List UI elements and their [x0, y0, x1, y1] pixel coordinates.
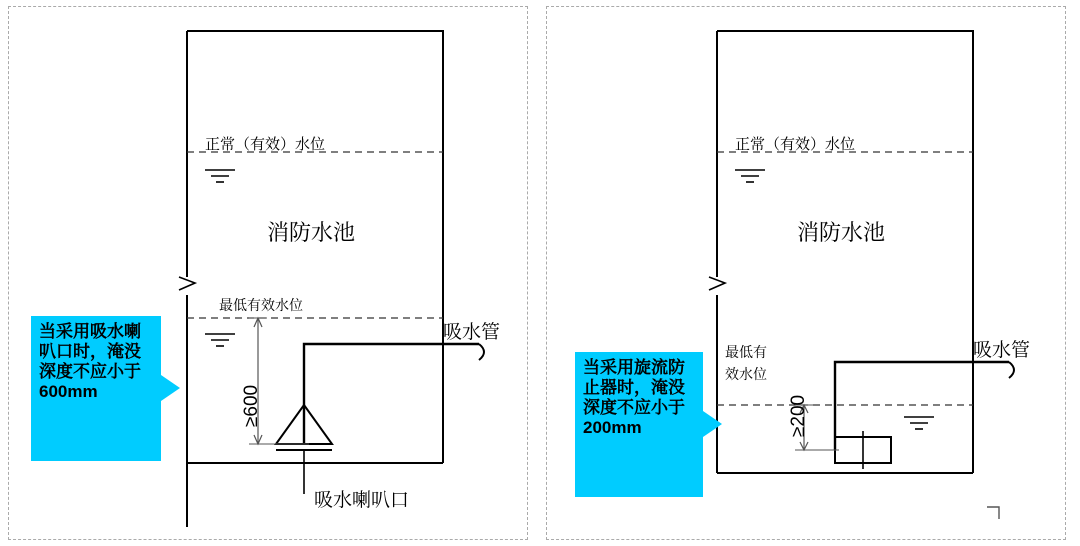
pool-top-right-wall: [187, 31, 443, 463]
right-callout-box: 当采用旋流防止器时，淹没深度不应小于200mm: [575, 352, 703, 497]
normal-water-level-symbol: [735, 170, 765, 182]
right-drawing: [547, 7, 1065, 539]
suction-pipe-end-curl: [1009, 362, 1014, 378]
left-pool-label: 消防水池: [267, 220, 356, 245]
wall-break-symbol: [709, 277, 725, 290]
panel-vortex-inhibitor: [546, 6, 1066, 540]
right-lowest-level-label-line1: 最低有: [725, 344, 767, 360]
right-lowest-level-label-line2: 效水位: [725, 366, 767, 382]
wall-break-symbol: [179, 277, 195, 290]
left-callout-arrow: [161, 375, 180, 401]
normal-water-level-symbol: [205, 170, 235, 182]
right-dimension-label: ≥200: [788, 394, 809, 437]
panel-suction-bell-mouth: [8, 6, 528, 540]
left-normal-level-label: 正常（有效）水位: [205, 136, 326, 153]
left-lowest-level-label: 最低有效水位: [219, 297, 303, 313]
left-callout-box: 当采用吸水喇叭口时，淹没深度不应小于600mm: [31, 316, 161, 461]
left-drawing: [9, 7, 527, 539]
pool-top-right-wall: [717, 31, 973, 473]
lowest-water-level-symbol: [205, 334, 235, 346]
corner-mark: [987, 507, 999, 519]
left-bell-mouth-label: 吸水喇叭口: [314, 490, 410, 511]
right-callout-arrow: [703, 411, 722, 437]
lowest-water-level-symbol: [904, 417, 934, 429]
right-pool-label: 消防水池: [797, 220, 886, 245]
left-dimension-label: ≥600: [241, 384, 262, 427]
left-suction-pipe-label: 吸水管: [443, 322, 501, 343]
suction-pipe-path: [304, 344, 479, 444]
right-suction-pipe-label: 吸水管: [973, 340, 1031, 361]
right-normal-level-label: 正常（有效）水位: [735, 136, 856, 153]
suction-pipe-end-curl: [479, 344, 484, 360]
